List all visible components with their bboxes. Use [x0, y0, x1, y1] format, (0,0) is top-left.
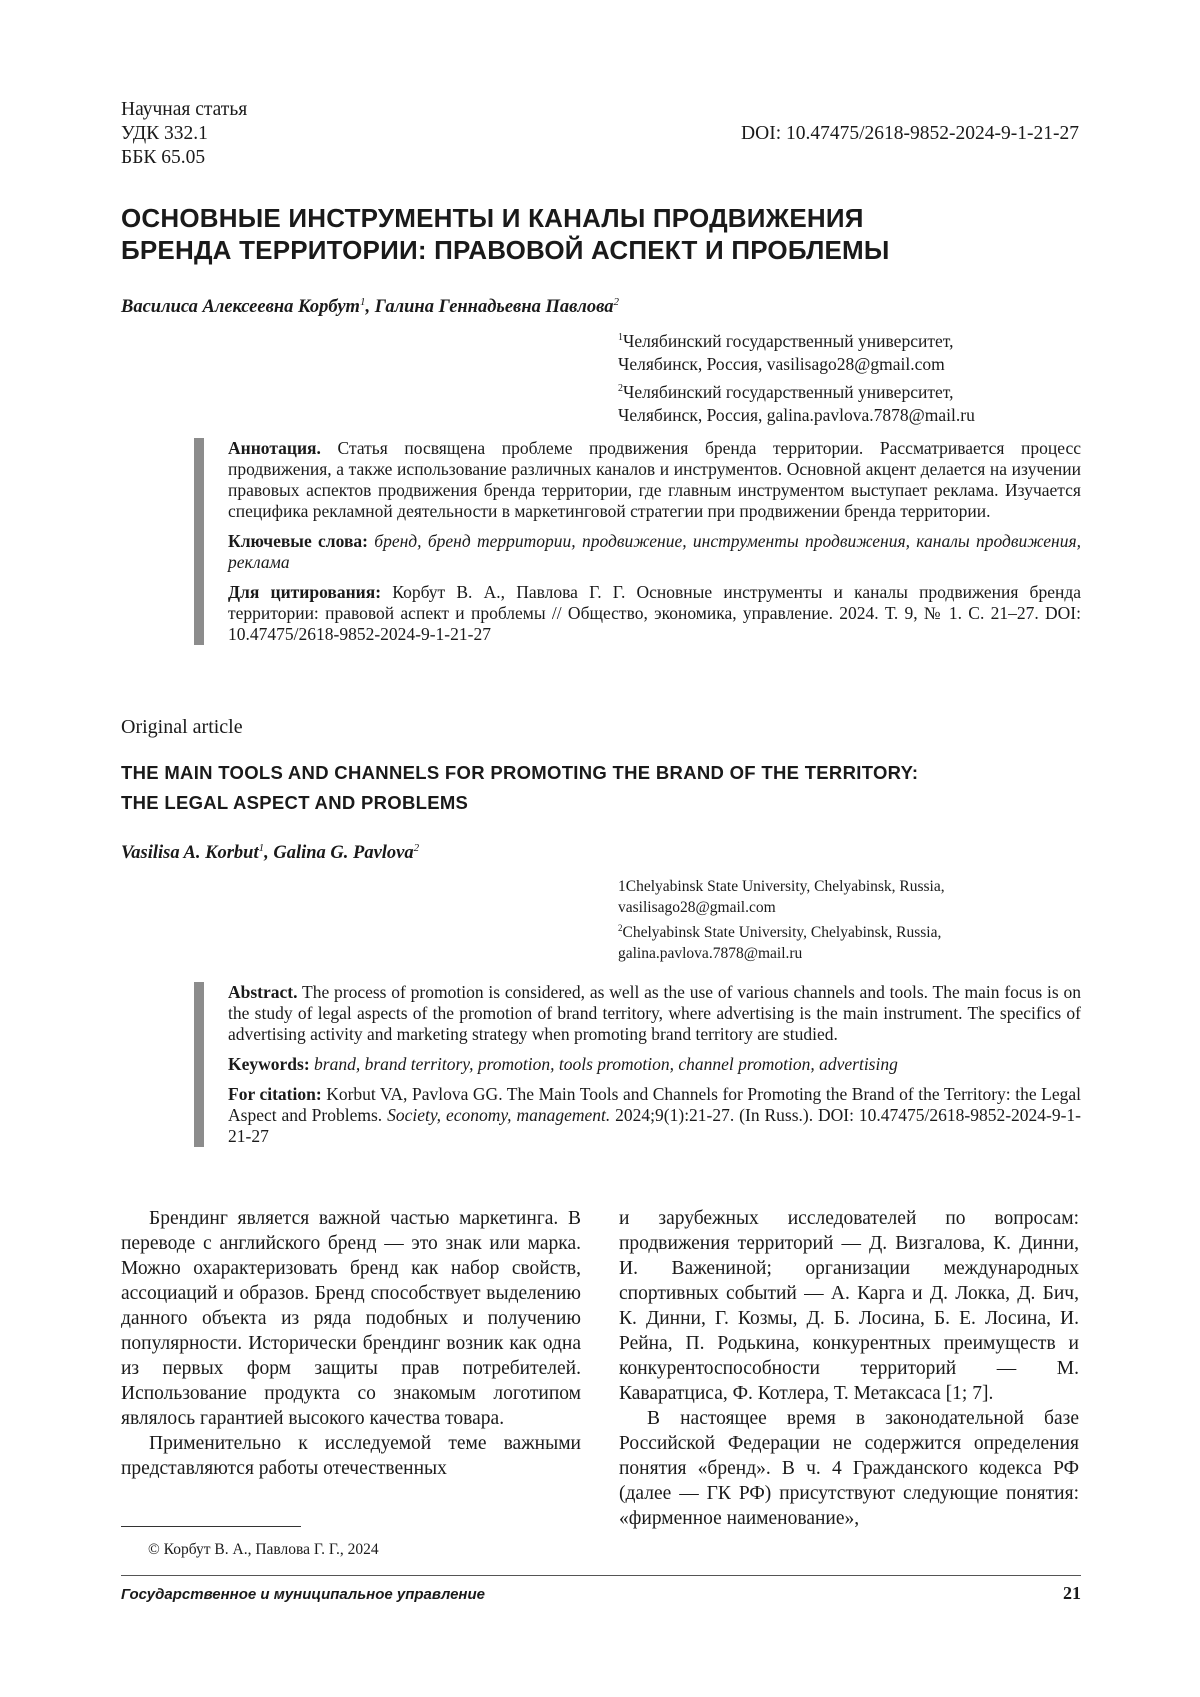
udk-code: УДК 332.1 — [121, 123, 208, 144]
authors-ru: Василиса Алексеевна Корбут$^1$, Галина Геннадьевна Павлова$^2$ — [121, 296, 619, 318]
footer-divider — [121, 1575, 1081, 1576]
affiliations-en: 1Chelyabinsk State University, Chelyabinsk, Russia, vasilisago28@gmail.com $^2$Chelyabinsk State University, Chelyabinsk, Russia, galina.pavlova.7878@mail.ru — [618, 877, 945, 964]
body-paragraph: Применительно к исследуемой теме важными представляются работы отечественных — [121, 1433, 581, 1479]
title-ru-line: ОСНОВНЫЕ ИНСТРУМЕНТЫ И КАНАЛЫ ПРОДВИЖЕНИЯ — [121, 203, 864, 233]
page-number: 21 — [1063, 1583, 1081, 1603]
affiliation-contact: galina.pavlova.7878@mail.ru — [618, 944, 803, 962]
body-paragraph: и зарубежных исследователей по вопросам: продвижения территорий — Д. Визгалова, К. Динни, И. Важениной; организации международных спортивных событий — А. Карга и Д. Локка, Д. Бич, К. Динни, Г. Козмы, Д. Б. Лосина, Б. Е. Лосина, И. Рейна, П. Родькина, конкурентных преимуществ и конкурентоспособности территорий — М. Каваратциса, Ф. Котлера, Т. Метаксаса [1; 7]. — [619, 1208, 1079, 1404]
affiliation: 1Chelyabinsk State University, Chelyabinsk, Russia, — [618, 878, 945, 895]
abstract-ru: Аннотация. Статья посвящена проблеме продвижения бренда территории. Рассматривается процесс продвижения, а также использование различных каналов и инструментов. Основной акцент делается на изучении правовых аспектов продвижения бренда территории, где главным инструментом выступает реклама. Изучается специфика рекламной деятельности в маркетинговой стратегии при продвижении бренда территории. — [228, 438, 1081, 521]
title-en — [121, 758, 1081, 818]
affiliation-contact: vasilisago28@gmail.com — [618, 898, 776, 916]
title-ru — [121, 202, 1081, 266]
abstract-box-en — [194, 982, 1081, 1147]
affiliation: Челябинский государственный университет, — [623, 330, 954, 351]
author-name: Василиса Алексеевна Корбут — [121, 297, 360, 318]
body-column-left — [121, 1206, 581, 1481]
article-meta — [121, 98, 247, 170]
citation-ru: Для цитирования: Корбут В. А., Павлова Г. Г. Основные инструменты и каналы продвижения бренда территории: правовой аспект и проблемы // Общество, экономика, управление. 2024. Т. 9, № 1. С. 21–27. DOI: 10.47475/2618-9852-2024-9-1-21-27 — [228, 582, 1082, 644]
affiliation: Челябинский государственный университет, — [623, 381, 954, 402]
body-paragraph: В настоящее время в законодательной базе Российской Федерации не содержится определения понятия «бренд». В ч. 4 Гражданского кодекса РФ (далее — ГК РФ) присутствуют следующие понятия: «фирменное наименование», — [619, 1408, 1079, 1529]
keywords-en: Keywords: brand, brand territory, promotion, tools promotion, channel promotion, advertising — [228, 1054, 898, 1074]
body-column-right — [619, 1206, 1079, 1531]
abstract-box-ru — [194, 438, 1081, 645]
footnote-divider — [121, 1526, 301, 1527]
body-paragraph: Брендинг является важной частью маркетинга. В переводе с английского бренд — это знак или марка. Можно охарактеризовать бренд как набор свойств, ассоциаций и образов. Бренд способствует выделению данного объекта из ряда подобных и получению популярности. Исторически брендинг возник как одна из первых форм защиты прав потребителей. Использование продукта со знакомым логотипом являлось гарантией высокого качества товара. — [121, 1208, 581, 1429]
title-ru-line: БРЕНДА ТЕРРИТОРИИ: ПРАВОВОЙ АСПЕКТ И ПРОБЛЕМЫ — [121, 235, 890, 265]
journal-name: Государственное и муниципальное управление — [121, 1586, 485, 1603]
affiliation: Chelyabinsk State University, Chelyabinsk, Russia, — [622, 924, 942, 942]
doi[interactable]: DOI: 10.47475/2618-9852-2024-9-1-21-27 — [741, 123, 1079, 144]
article-type-en: Original article — [121, 716, 243, 738]
affiliation-contact: Челябинск, Россия, galina.pavlova.7878@mail.ru — [618, 405, 975, 426]
title-en-line: THE LEGAL ASPECT AND PROBLEMS — [121, 792, 469, 813]
abstract-en: Abstract. The process of promotion is considered, as well as the use of various channels and tools. The main focus is on the study of legal aspects of the promotion of brand territory, where advertising is the main instrument. The specifics of advertising activity and marketing strategy when promoting brand territory are studied. — [228, 982, 1082, 1044]
author-name: Галина Геннадьевна Павлова — [374, 297, 614, 318]
author-name: Vasilisa A. Korbut — [121, 843, 259, 864]
article-type: Научная статья — [121, 99, 248, 120]
authors-en: Vasilisa A. Korbut$^1$, Galina G. Pavlova$^2$ — [121, 842, 420, 864]
keywords-ru: Ключевые слова: бренд, бренд территории, продвижение, инструменты продвижения, каналы продвижения, реклама — [228, 531, 1081, 572]
copyright-note: © Корбут В. А., Павлова Г. Г., 2024 — [148, 1541, 379, 1558]
affiliations-ru: $^1$Челябинский государственный университет, Челябинск, Россия, vasilisago28@gmail.com $^2$Челябинский государственный университет, Челябинск, Россия, galina.pavlova.7878@mail.ru — [618, 326, 975, 428]
title-en-line: THE MAIN TOOLS AND CHANNELS FOR PROMOTING THE BRAND OF THE TERRITORY: — [121, 762, 919, 783]
affiliation-contact: Челябинск, Россия, vasilisago28@gmail.com — [618, 354, 945, 375]
citation-en: For citation: Korbut VA, Pavlova GG. The Main Tools and Channels for Promoting the Brand of the Territory: the Legal Aspect and Problems. Society, economy, management. 2024;9(1):21-27. (In Russ.). DOI: 10.47475/2618-9852-2024-9-1-21-27 — [228, 1084, 1082, 1146]
author-name: Galina G. Pavlova — [273, 843, 414, 864]
bbk-code: ББК 65.05 — [121, 147, 206, 168]
